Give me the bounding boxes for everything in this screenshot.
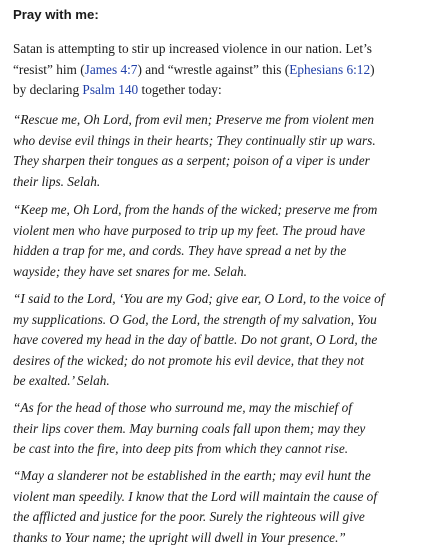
prayer-line: hidden a trap for me, and cords. They have spread a net by the — [13, 241, 377, 262]
intro-text: by declaring — [13, 82, 82, 97]
psalm-140-link[interactable]: Psalm 140 — [82, 82, 138, 97]
prayer-line: be exalted.’ Selah. — [13, 371, 384, 392]
prayer-paragraph-4 — [13, 398, 365, 460]
prayer-line: who devise evil things in their hearts; They continually stir up wars. — [13, 131, 376, 152]
prayer-line: desires of the wicked; do not promote his evil device, that they not — [13, 351, 384, 372]
prayer-paragraph-2 — [13, 200, 377, 282]
intro-line — [13, 80, 375, 101]
prayer-line: the afflicted and justice for the poor. Surely the righteous will give — [13, 507, 377, 528]
ephesians-6-12-link[interactable]: Ephesians 6:12 — [289, 62, 370, 77]
prayer-paragraph-1 — [13, 110, 376, 192]
intro-text: “resist” him ( — [13, 62, 85, 77]
intro-paragraph — [13, 39, 375, 101]
prayer-line: their lips. Selah. — [13, 172, 376, 193]
prayer-line: “I said to the Lord, ‘You are my God; give ear, O Lord, to the voice of — [13, 289, 384, 310]
intro-text: together today: — [138, 82, 221, 97]
prayer-line: violent man speedily. I know that the Lord will maintain the cause of — [13, 487, 377, 508]
prayer-line: “May a slanderer not be established in the earth; may evil hunt the — [13, 466, 377, 487]
prayer-heading: Pray with me: — [13, 6, 99, 24]
intro-text: ) — [370, 62, 374, 77]
prayer-line: my supplications. O God, the Lord, the strength of my salvation, You — [13, 310, 384, 331]
prayer-line: They sharpen their tongues as a serpent; poison of a viper is under — [13, 151, 376, 172]
james-4-7-link[interactable]: James 4:7 — [85, 62, 138, 77]
prayer-line: have covered my head in the day of battle. Do not grant, O Lord, the — [13, 330, 384, 351]
prayer-line: their lips cover them. May burning coals fall upon them; may they — [13, 419, 365, 440]
prayer-line: be cast into the fire, into deep pits from which they cannot rise. — [13, 439, 365, 460]
prayer-paragraph-3 — [13, 289, 384, 392]
prayer-line: violent men who have purposed to trip up my feet. The proud have — [13, 221, 377, 242]
prayer-line: wayside; they have set snares for me. Selah. — [13, 262, 377, 283]
prayer-line: “As for the head of those who surround me, may the mischief of — [13, 398, 365, 419]
prayer-line: thanks to Your name; the upright will dwell in Your presence.” — [13, 528, 377, 548]
intro-line — [13, 60, 375, 81]
intro-text: ) and “wrestle against” this ( — [137, 62, 289, 77]
prayer-line: “Keep me, Oh Lord, from the hands of the wicked; preserve me from — [13, 200, 377, 221]
intro-line: Satan is attempting to stir up increased violence in our nation. Let’s — [13, 39, 375, 60]
prayer-line: “Rescue me, Oh Lord, from evil men; Preserve me from violent men — [13, 110, 376, 131]
prayer-paragraph-5 — [13, 466, 377, 548]
